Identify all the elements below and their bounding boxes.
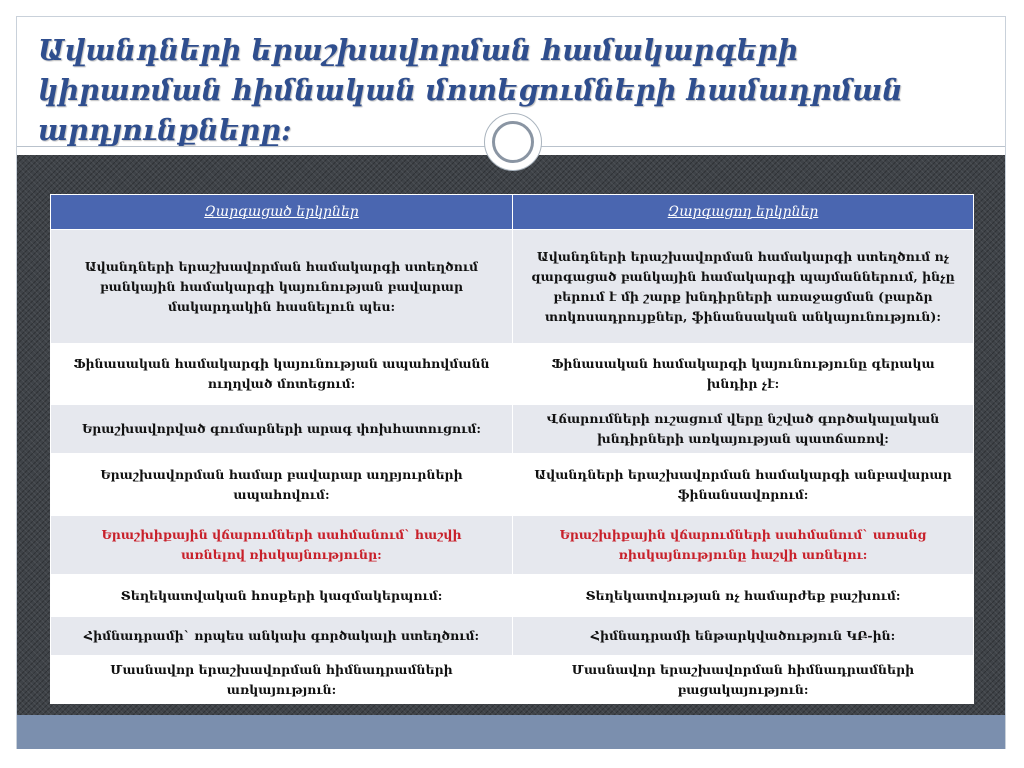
table-row bbox=[51, 230, 974, 344]
table-row bbox=[51, 656, 974, 704]
table-row bbox=[51, 575, 974, 617]
cell-developed: Տեղեկատվական հոսքերի կազմակերպում: bbox=[51, 575, 513, 617]
comparison-table bbox=[50, 194, 974, 704]
cell-developed: Երաշխավորման համար բավարար աղբյուրների ապահովում: bbox=[51, 454, 513, 516]
table-header-row bbox=[51, 195, 974, 230]
cell-developing: Տեղեկատվության ոչ համարժեք բաշխում: bbox=[513, 575, 974, 617]
cell-developed: Ավանդների երաշխավորման համակարգի ստեղծում բանկային համակարգի կայունության բավարար մակարդակին հասնելուն պես: bbox=[51, 230, 513, 344]
table-row bbox=[51, 454, 974, 516]
cell-developed: Ֆինասական համակարգի կայունության ապահովմանն ուղղված մոտեցում: bbox=[51, 344, 513, 405]
cell-developing: Վճարումների ուշացում վերը նշված գործակալական խնդիրների առկայության պատճառով: bbox=[513, 405, 974, 454]
header-developed-countries: Զարգացած երկրներ bbox=[51, 195, 513, 230]
cell-developing: Ավանդների երաշխավորման համակարգի անբավարար ֆինանսավորում: bbox=[513, 454, 974, 516]
cell-developing: Երաշխիքային վճարումների սահմանում` առանց ռիսկայնությունը հաշվի առնելու: bbox=[513, 516, 974, 575]
cell-developing: Ավանդների երաշխավորման համակարգի ստեղծում ոչ զարգացած բանկային համակարգի պայմաններում, ինչը բերում է մի շարք խնդիրների առաջացման (բարձր տոկոսադրույքներ, ֆինանսական անկայունություն): bbox=[513, 230, 974, 344]
cell-developed: Հիմնադրամի` որպես անկախ գործակալի ստեղծում: bbox=[51, 617, 513, 656]
footer-band bbox=[17, 715, 1005, 749]
slide-title: Ավանդների երաշխավորման համակարգերի կիրառման հիմնական մոտեցումների համադրման արդյունքները: bbox=[38, 33, 903, 147]
table-row bbox=[51, 516, 974, 575]
cell-developing: Մասնավոր երաշխավորման հիմնադրամների բացակայություն: bbox=[513, 656, 974, 704]
table-row bbox=[51, 344, 974, 405]
table-row bbox=[51, 405, 974, 454]
header-developing-countries: Զարգացող երկրներ bbox=[513, 195, 974, 230]
circle-ornament-icon bbox=[484, 113, 542, 171]
comparison-table-container bbox=[50, 194, 973, 702]
cell-developed: Երաշխիքային վճարումների սահմանում` հաշվի առնելով ռիսկայնությունը: bbox=[51, 516, 513, 575]
cell-developing: Ֆինասական համակարգի կայունությունը գերակա խնդիր չէ: bbox=[513, 344, 974, 405]
table-row bbox=[51, 617, 974, 656]
cell-developed: Երաշխավորված գումարների արագ փոխհատուցում: bbox=[51, 405, 513, 454]
cell-developed: Մասնավոր երաշխավորման հիմնադրամների առկայություն: bbox=[51, 656, 513, 704]
cell-developing: Հիմնադրամի ենթարկվածություն ԿԲ-ին: bbox=[513, 617, 974, 656]
